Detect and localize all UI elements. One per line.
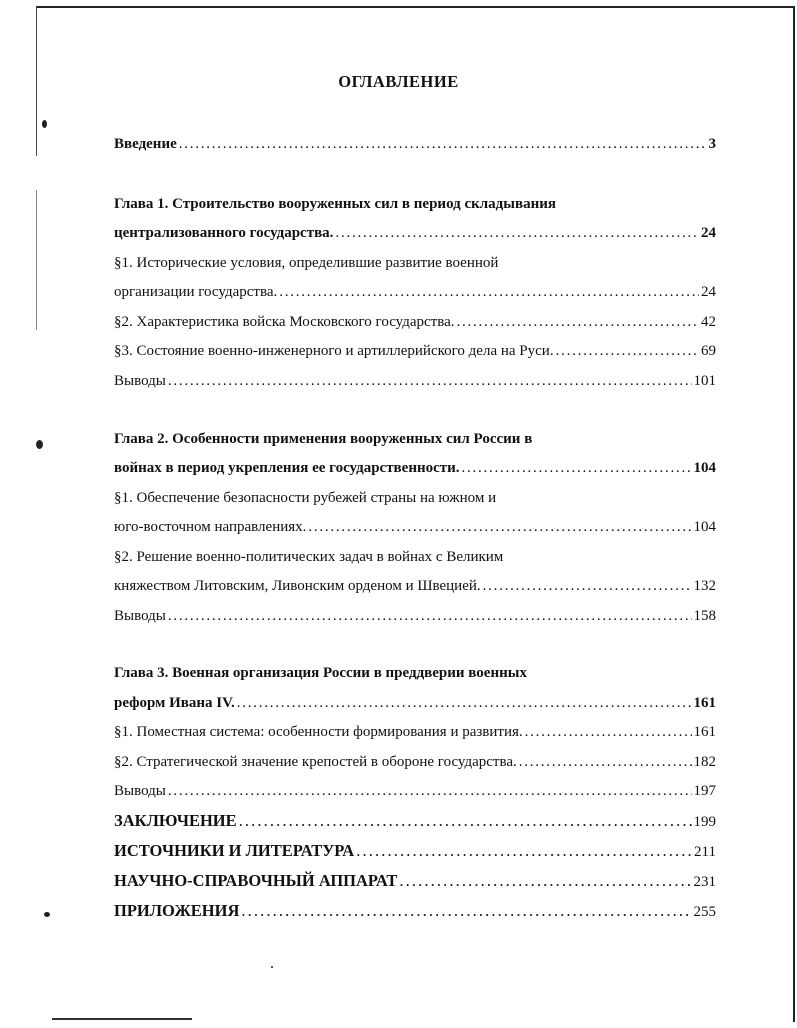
toc-leader-dots	[457, 311, 699, 333]
scan-speck	[44, 912, 50, 917]
toc-leader-dots	[483, 575, 692, 597]
toc-entry-page: 199	[693, 814, 716, 830]
toc-entry-text: организации государства.	[114, 284, 278, 300]
toc-entry-text: НАУЧНО-СПРАВОЧНЫЙ АППАРАТ	[114, 871, 398, 890]
toc-entry-page: 101	[693, 373, 716, 389]
toc-entry-text: Выводы	[114, 608, 166, 624]
toc-leader-dots	[179, 133, 707, 155]
toc-entry-text: Глава 1. Строительство вооруженных сил в период складывания	[114, 196, 556, 212]
toc-entry[interactable]	[114, 780, 716, 802]
toc-entry-text: Глава 3. Военная организация России в преддверии военных	[114, 665, 527, 681]
toc-entry-page: 24	[701, 225, 716, 241]
toc-entry[interactable]	[114, 311, 716, 333]
toc-chapter-heading[interactable]	[114, 662, 716, 684]
toc-entry-page: 132	[693, 578, 716, 594]
toc-entry[interactable]	[114, 370, 716, 392]
toc-section-heading[interactable]	[114, 252, 716, 274]
toc-chapter-heading[interactable]	[114, 428, 716, 450]
toc-entry-text: реформ Ивана IV.	[114, 695, 235, 711]
toc-section-heading[interactable]	[114, 546, 716, 568]
toc-entry[interactable]	[114, 721, 716, 743]
toc-entry-page: 211	[694, 844, 716, 860]
scan-border-right	[793, 6, 795, 1022]
toc-entry-text: §2. Характеристика войска Московского государства.	[114, 314, 455, 330]
scan-speck	[271, 966, 273, 968]
toc-entry-page: 255	[693, 904, 716, 920]
toc-entry-page: 197	[693, 783, 716, 799]
toc-entry-text: §1. Исторические условия, определившие развитие военной	[114, 255, 499, 271]
toc-entry[interactable]	[114, 575, 716, 597]
toc-entry-text: Выводы	[114, 373, 166, 389]
toc-chapter-heading[interactable]	[114, 193, 716, 215]
toc-leader-dots	[168, 370, 692, 392]
toc-entry-text: §1. Поместная система: особенности формирования и развития.	[114, 724, 523, 740]
scan-border-left-lower	[36, 190, 37, 330]
toc-entry[interactable]	[114, 810, 716, 832]
toc-entry-text: княжеством Литовским, Ливонским орденом и Швецией.	[114, 578, 481, 594]
scan-speck	[42, 120, 47, 128]
toc-entry[interactable]	[114, 457, 716, 479]
toc-entry-text: юго-восточном направлениях.	[114, 519, 307, 535]
toc-entry[interactable]	[114, 751, 716, 773]
toc-entry-text: §3. Состояние военно-инженерного и артиллерийского дела на Руси.	[114, 343, 554, 359]
toc-entry-text: §2. Решение военно-политических задач в войнах с Великим	[114, 549, 504, 565]
toc-entry[interactable]	[114, 516, 716, 538]
toc-leader-dots	[335, 222, 699, 244]
toc-entry-page: 161	[693, 695, 716, 711]
toc-leader-dots	[519, 751, 692, 773]
toc-entry-page: 42	[701, 314, 716, 330]
toc-leader-dots	[462, 457, 692, 479]
toc-entry-text: Глава 2. Особенности применения вооруженных сил России в	[114, 431, 533, 447]
toc-entry-page: 158	[693, 608, 716, 624]
toc-leader-dots	[241, 900, 691, 922]
page-title: ОГЛАВЛЕНИЕ	[338, 72, 459, 91]
toc-leader-dots	[399, 870, 691, 892]
toc-entry-page: 24	[701, 284, 716, 300]
scan-border-top	[36, 6, 793, 8]
toc-entry[interactable]	[114, 281, 716, 303]
toc-entry-page: 104	[693, 519, 716, 535]
scan-border-bottom	[52, 1018, 192, 1020]
toc-section-heading[interactable]	[114, 487, 716, 509]
toc-leader-dots	[168, 605, 692, 627]
toc-leader-dots	[556, 340, 699, 362]
toc-entry[interactable]	[114, 840, 716, 862]
toc-entry-page: 69	[701, 343, 716, 359]
toc-entry-page: 161	[693, 724, 716, 740]
toc-leader-dots	[279, 281, 699, 303]
toc-entry-text: Введение	[114, 136, 177, 152]
toc-entry[interactable]	[114, 692, 716, 714]
toc-leader-dots	[168, 780, 692, 802]
toc-leader-dots	[239, 810, 692, 832]
toc-entry-text: войнах в период укрепления ее государственности.	[114, 460, 460, 476]
toc-leader-dots	[237, 692, 692, 714]
toc-entry[interactable]	[114, 870, 716, 892]
toc-entry[interactable]	[114, 133, 716, 155]
toc-entry-text: централизованного государства.	[114, 225, 334, 241]
toc-entry[interactable]	[114, 900, 716, 922]
toc-leader-dots	[525, 721, 692, 743]
toc-entry-text: ПРИЛОЖЕНИЯ	[114, 901, 240, 920]
toc-entry[interactable]	[114, 340, 716, 362]
toc-leader-dots	[308, 516, 691, 538]
toc-entry-text: Выводы	[114, 783, 166, 799]
toc-entry-page: 231	[693, 874, 716, 890]
scan-speck	[36, 440, 43, 449]
toc-entry-page: 182	[693, 754, 716, 770]
toc-entry-text: ЗАКЛЮЧЕНИЕ	[114, 811, 237, 830]
toc-leader-dots	[356, 840, 692, 862]
toc-entry-text: §1. Обеспечение безопасности рубежей страны на южном и	[114, 490, 497, 506]
toc-entry-page: 104	[693, 460, 716, 476]
toc-entry-page: 3	[708, 136, 716, 152]
toc-entry[interactable]	[114, 605, 716, 627]
toc-entry[interactable]	[114, 222, 716, 244]
toc-entry-text: ИСТОЧНИКИ И ЛИТЕРАТУРА	[114, 841, 355, 860]
toc-entry-text: §2. Стратегической значение крепостей в обороне государства.	[114, 754, 517, 770]
